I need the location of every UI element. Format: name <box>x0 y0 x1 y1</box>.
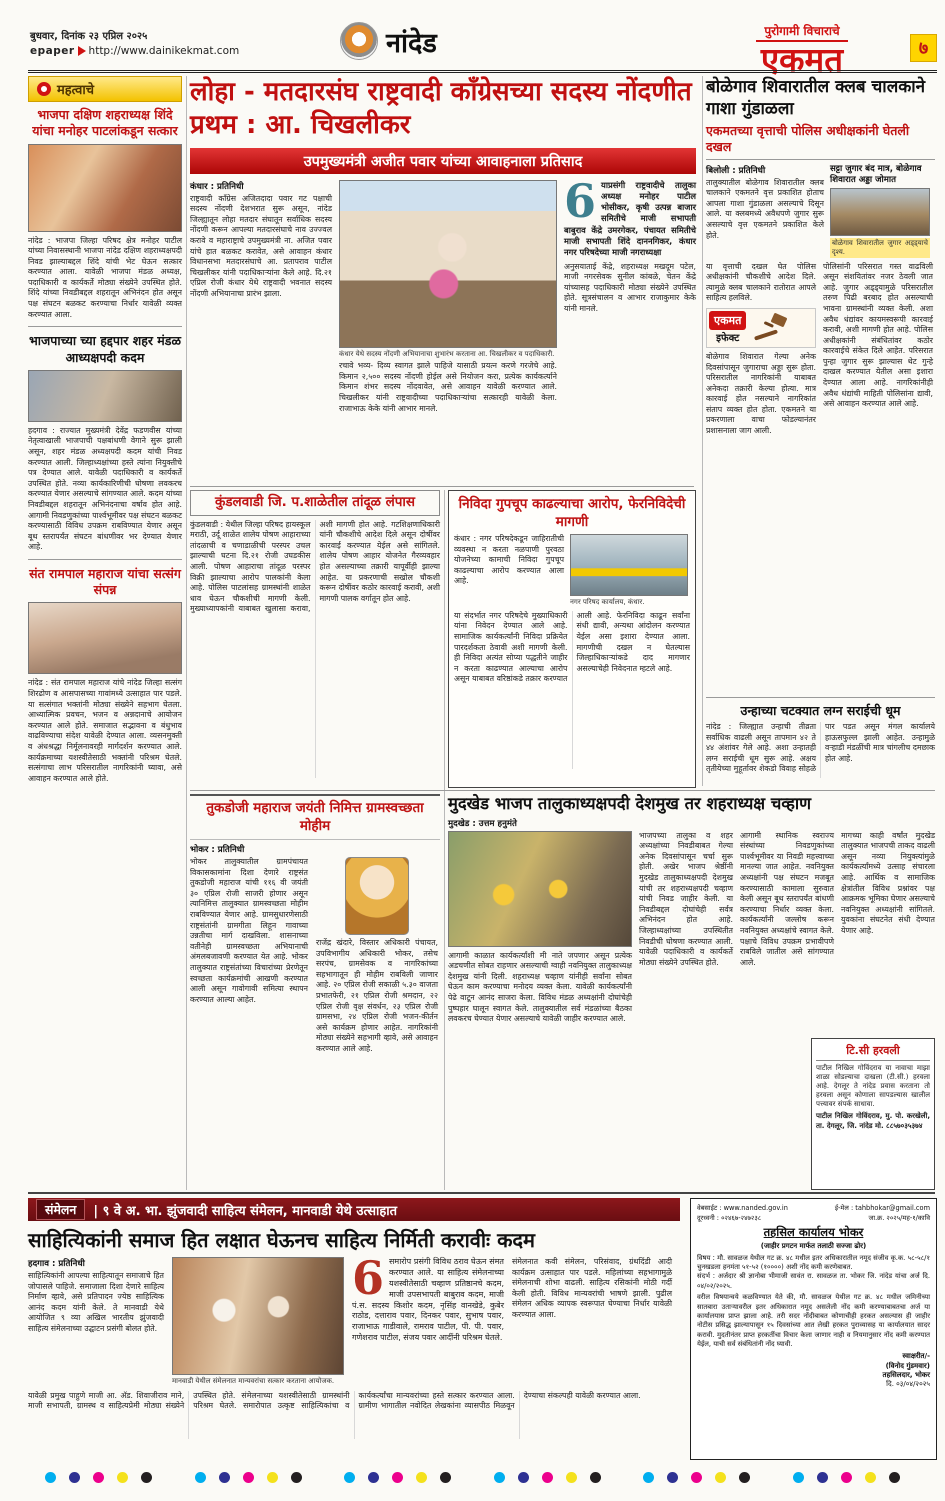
tahsil-website: वेबसाईट : www.nanded.gov.in <box>697 1204 788 1212</box>
article-body-2: या संदर्भात नगर परिषदेचे मुख्याधिकारी यांना निवेदन देण्यात आले आहे. सामाजिक कार्यकर्त्यांनी निविदा प्रक्रियेत पारदर्शकता ठेवावी अशी मागणी केली. ही निविदा अत्यंत सोप्या पद्धतीने जाहीर न करता काढण्यात आल्याचा आरोप असून याबाबत वरिष्ठांकडे तक्रार करण्यात आली आहे. फेरनिविदा काढून सर्वांना संधी द्यावी, अन्यथा आंदोलन करण्यात येईल असा इशारा देण्यात आला. मागणीची दखल न घेतल्यास जिल्हाधिकाऱ्यांकडे दाद मागणार असल्याचेही निवेदनात म्हटले आहे. <box>454 610 690 684</box>
tahsil-reference: संदर्भ : अर्जदार श्री ज्ञानोबा भीमाजी सावंत रा. सावळज ता. भोकर जि. नांदेड यांचा अर्ज दि. ०४/०२/२०२५. <box>697 1272 930 1290</box>
tahsil-sign-line-2: (विनोद गुंडमवार) <box>885 1361 930 1370</box>
divider <box>28 326 182 327</box>
notice-contact: पाटील निखिल गोविंदराव, मु. पो. करखेली, ता. देगलूर, जि. नांदेड मो. ८८५७०३५३७४ <box>816 1112 930 1130</box>
article-headline: साहित्यिकांनी समाज हित लक्षात घेऊनच साहित्य निर्मिती करावीः कदम <box>28 1228 536 1252</box>
city-emblem-icon <box>340 22 378 60</box>
article-headline: कुंडलवाडी जि. प.शाळेतील तांदूळ लंपास <box>190 490 440 516</box>
article-headline: उन्हाच्या चटक्यात लग्न सराईची धूम <box>740 703 901 718</box>
article-body-1: साहित्यिकांनी आपल्या साहित्यातून समाजाचे हित जोपासले पाहिजे. समाजाला दिशा देणारे साहित्य निर्माण व्हावे, असे प्रतिपादन ज्येष्ठ साहित्यिक आनंद कदम यांनी केले. ते मानवाडी येथे आयोजित ९ व्या अखिल भारतीय झुंजवादी साहित्य संमेलनाच्या उद्घाटन प्रसंगी बोलत होते. <box>28 1271 164 1333</box>
tahsil-signature-block <box>697 1352 930 1388</box>
sammelan-col-1 <box>28 1257 164 1386</box>
brand-tagline: पुरोगामी विचाराचे <box>756 22 847 42</box>
lead-col-photo <box>339 180 557 415</box>
page-number: ७ <box>910 34 937 62</box>
article-headline: भाजपा दक्षिण शहराध्यक्ष शिंदे यांचा मनोहर पाटलांकडून सत्कार <box>32 107 178 139</box>
section-divider <box>190 486 694 487</box>
article-unhachya <box>706 702 935 786</box>
article-body-2: पोलिसांनी परिसरात गस्त वाढविली असून संशयितांवर नजर ठेवली जात आहे. जुगार अड्ड्यामुळे परिसरातील तरुण पिढी बरबाद होत असल्याची भावना ग्रामस्थांनी व्यक्त केली. अशा अवैध धंद्यांवर कायमस्वरूपी कारवाई करावी, अशी मागणी होत आहे. पोलिस अधीक्षकांनी संबंधितांवर कठोर कारवाईचे संकेत दिले आहेत. परिसरात पुन्हा जुगार सुरू झाल्यास थेट गुन्हे दाखल करण्यात येतील असा इशारा देण्यात आला आहे. नागरिकांनीही अवैध धंद्यांची माहिती पोलिसांना द्यावी, असे आवाहन करण्यात आले आहे. <box>823 261 933 409</box>
tukdoji-body-row <box>190 857 440 1055</box>
article-sammelan <box>28 1198 680 1460</box>
epaper-line <box>30 45 239 57</box>
important-badge-icon <box>37 82 51 96</box>
section-divider <box>28 1192 935 1194</box>
bolegaon-col-1 <box>706 164 824 258</box>
photo-municipal-office <box>570 534 688 596</box>
article-headline: तुकडोजी महाराज जयंती निमित्त ग्रामस्वच्छता मोहीम <box>190 794 440 840</box>
important-section-tab <box>28 76 182 102</box>
left-column <box>28 76 182 1190</box>
tahsil-sign-line-3: तहसिलदार, भोकर <box>882 1370 930 1379</box>
article-headline: निविदा गुपचूप काढल्याचा आरोप, फेरनिविदेची मागणी <box>458 496 686 530</box>
article-kundalwadi <box>190 490 440 788</box>
mudkhed-col-photo <box>448 831 632 1025</box>
bolegaon-photo-col <box>830 164 930 258</box>
epaper-url-link[interactable]: http://www.dainikekmat.com <box>88 45 240 57</box>
ekmat-effect-badge <box>706 308 816 348</box>
important-section-label: महत्वाचे <box>57 83 94 98</box>
lead-body-mid: रचावे भव्य- दिव्य स्वागत झाले पाहिजे यासाठी प्रयत्न करणे गरजेचे आहे. किमान २,५०० सदस्य नोंदणी होईल असे नियोजन करा, प्रत्येक कार्यकर्त्याने किमान शंभर सदस्य नोंदवावेत, असे आवाहन यावेळी करण्यात आले. चिखलीकर यांनी राष्ट्रवादीच्या पदाधिकाऱ्यांचा सत्कारही यावेळी केला. राजाभाऊ केके यांनी आभार मानले. <box>339 361 557 413</box>
article-nivida <box>448 490 696 788</box>
bolegaon-bottom-row <box>706 262 935 437</box>
quote-mark: 6 <box>564 173 597 228</box>
sammelan-banner <box>28 1198 680 1221</box>
print-registration-marks <box>45 1472 900 1483</box>
article-headline: संत रामपाल महाराज यांचा सत्संग संपन्न <box>29 565 181 598</box>
article-body: नांदेड : भाजपा जिल्हा परिषद क्षेत्र मनोहर पाटील यांच्या निवासस्थानी भाजपा नांदेड दक्षिण शहराध्यक्षपदी निवड झाल्याबद्दल शिंदे यांची भेट घेऊन सत्कार करण्यात आला. यावेळी भाजपा मंडळ अध्यक्ष, पदाधिकारी व कार्यकर्ते मोठ्या संख्येने उपस्थित होते. शिंदे यांच्या निवडीबद्दल शहरातून अभिनंदन होत असून पक्ष संघटन बळकट करण्याचा निर्धार यावेळी व्यक्त करण्यात आला. <box>28 235 182 319</box>
notice-tc-lost <box>811 1038 935 1190</box>
lead-body-1: राष्ट्रवादी काँग्रेस अजितदादा पवार गट पक्षाची सदस्य नोंदणी देशभरात सुरू असून, नांदेड जिल्ह्यातून लोहा मतदार संघातून सर्वाधिक सदस्य नोंदणी करून आपल्या मतदारसंघाचे नाव उज्ज्वल करावे व महाराष्ट्राचे उपमुख्यमंत्री ना. अजित पवार यांचे हात बळकट करावेत, असे आवाहन कंधार विधानसभा मतदारसंघाचे आ. प्रतापराव पाटील चिखलीकर यांनी पदाधिकाऱ्यांना केले आहे. दि.२१ एप्रिल रोजी कंधार येथे राष्ट्रवादी भवनात सदस्य नोंदणी अभियानाचा प्रारंभ झाला. <box>190 193 332 298</box>
tahsil-ref-number: जा.क्र. २०२५/मह-१/कावि <box>868 1214 930 1223</box>
article-satkar <box>28 107 182 320</box>
tahsil-title: तहसिल कार्यालय भोकर <box>763 1225 864 1240</box>
tahsil-ref-row <box>697 1214 930 1223</box>
article-body: नांदेड : जिल्ह्यात उन्हाची तीव्रता सर्वाधिक वाढली असून तापमान ४२ ते ४४ अंशांवर गेले आहे. अशा उन्हातही लग्न सराईची धूम सुरू आहे. अक्षय तृतीयेच्या मुहूर्तावर शेकडो विवाह सोहळे पार पडत असून मंगल कार्यालये हाऊसफुल्ल झाली आहेत. उन्हामुळे वऱ्हाडी मंडळींची मात्र चांगलीच दमछाक होत आहे. <box>706 722 935 774</box>
article-body-2: राजेंद्र खंदारे, विस्तार अधिकारी पंचायत, उपविभागीय अधिकारी भोकर, तसेच सरपंच, ग्रामसेवक व नागरिकांच्या सहभागातून ही मोहीम राबविली जाणार आहे. २० एप्रिल रोजी सकाळी ५.३० वाजता प्रभातफेरी, २१ एप्रिल रोजी श्रमदान, २२ एप्रिल रोजी वृक्ष संवर्धन, २३ एप्रिल रोजी ग्रामसभा, २४ एप्रिल रोजी भजन-कीर्तन असे कार्यक्रम होणार आहेत. नागरिकांनी मोठ्या संख्येने सहभागी व्हावे, असे आवाहन करण्यात आले आहे. <box>316 938 438 1054</box>
sammelan-photo-col <box>172 1257 344 1386</box>
lead-quote-bold: याप्रसंगी राष्ट्रवादीचे तालुका अध्यक्ष मनोहर पाटील भोसीकर, कृषी उत्पन्न बाजार समितीचे माजी सभापती बाबुराव केंद्रे उमरगेकर, पंचायत समितीचे माजी सभापती शिंदे दाननगिकर, कंधार नगर परिषदेच्या माजी नगराध्यक्षा <box>564 179 696 258</box>
column-divider <box>186 76 187 1190</box>
photo-sahitya-sammelan <box>172 1257 344 1375</box>
nivida-photo-col <box>570 534 688 607</box>
city-masthead <box>340 22 437 60</box>
edition-date: बुधवार, दिनांक २३ एप्रिल २०२५ <box>30 31 148 42</box>
lead-quote-rest: अनुसयाताई केंद्रे, शहराध्यक्ष मखदूम पटेल, माजी नगरसेवक सुनील कांबळे, चेतन केंद्रे यांच्यासह पदाधिकारी मोठ्या संख्येने उपस्थित होते. सूत्रसंचालन व आभार राजाकुमार केके यांनी मानले. <box>564 261 696 313</box>
quote-mark: 6 <box>352 1251 385 1305</box>
article-headline: भाजपाच्या च्या हद्दपार शहर मंडळ आध्यक्षपदी कदम <box>29 333 181 365</box>
bolegaon-top-row <box>706 164 935 258</box>
masthead-rule <box>28 70 937 73</box>
article-body-1a: तालुक्यातील बोळेगाव शिवारातील क्लब चालकाने एकमतने वृत्त प्रकाशित होताच आपला गाशा गुंडाळला असल्याचे दिसून आले. या क्लबमध्ये अवैधपणे जुगार सुरू असल्याचे वृत्त एकमतने प्रकाशित केले होते. <box>706 177 824 240</box>
notice-tahsil-bhokar <box>690 1198 937 1460</box>
tahsil-subtitle: (जाहीर प्रगटन मार्फत तलाठी सज्जा ढोर) <box>760 1242 867 1251</box>
article-byline: बिलोली : प्रतिनिधी <box>706 165 766 176</box>
article-body-1: कंधार : नगर परिषदेकडून जाहिरातीची व्यवस्था न करता नळपाणी पुरवठा योजनेच्या कामाची निविदा गुपचूप काढल्याचा आरोप करण्यात आला आहे. <box>454 534 564 586</box>
article-byline: भोकर : प्रतिनिधी <box>190 845 245 856</box>
article-headline: मुदखेड भाजप तालुकाध्यक्षपदी देशमुख तर शहराध्यक्ष चव्हाण <box>448 794 812 813</box>
sammelan-body-row <box>28 1251 680 1386</box>
epaper-label: epaper <box>30 45 75 57</box>
section-divider <box>706 697 935 698</box>
article-byline: मुदखेड : उत्तम हनुमंते <box>448 818 517 829</box>
divider <box>28 559 182 560</box>
article-headline: बोळेगाव शिवारातील क्लब चालकाने गाशा गुंडाळला <box>706 77 926 120</box>
gavel-icon <box>750 311 792 345</box>
photo-caption: बोळेगाव शिवारातील जुगार अड्ड्याचे दृश्य. <box>832 239 928 256</box>
tahsil-sign-date: दि. ०३/०४/२०२५ <box>886 1379 930 1388</box>
lead-article <box>190 76 696 414</box>
article-body-4: मागच्या काही वर्षांत मुदखेड तालुक्यात भाजपची ताकद वाढली असून नव्या नियुक्त्यांमुळे कार्यकर्त्यांमध्ये उत्साह संचारला आहे. आर्थिक व सामाजिक क्षेत्रांतील विविध प्रश्नांवर पक्ष आक्रमक भूमिका घेणार असल्याचे नवनियुक्त अध्यक्षांनी सांगितले. युवकांना संघटनेत संधी देण्यात येणार आहे. <box>841 830 935 935</box>
photo-gambling-den <box>830 188 930 236</box>
article-bolegaon <box>706 76 935 694</box>
article-byline: हदगाव : प्रतिनिधी <box>28 1259 85 1269</box>
bolegaon-col-a <box>706 262 816 437</box>
photo-membership-drive <box>339 180 557 348</box>
article-body-1: भोकर तालुक्यातील ग्रामपंचायत विकासकामांना दिशा देणारे राष्ट्रसंत तुकडोजी महाराज यांची ११६ वी जयंती ३० एप्रिल रोजी साजरी होणार असून त्यानिमित्त तालुक्यात ग्रामस्वच्छता मोहीम राबविण्यात येणार आहे. ग्रामसुधारणेसाठी राष्ट्रसंतांनी ग्रामगीता लिहून गावाच्या उन्नतीचा मार्ग दाखविला. शासनाच्या वतीनेही ग्रामस्वच्छता अभियानाची अंमलबजावणी करण्यात येत आहे. भोकर तालुक्यात राष्ट्रसंतांच्या विचारांच्या प्रेरणेतून स्वच्छता कार्यक्रमांची आखणी करण्यात आली असून गावोगावी समित्या स्थापन करण्यात आल्या आहेत. <box>190 857 308 1004</box>
photo-bjp-felicitation <box>448 831 632 947</box>
lead-col-1 <box>190 180 332 415</box>
lead-col-quote <box>564 173 696 415</box>
article-mini-headline: सट्टा जुगार बंद मात्र, बोळेगाव शिवारात अड्डा जोमात <box>830 163 922 185</box>
lead-subheadline: उपमुख्यमंत्री अजीत पवार यांच्या आवाहनाला प्रतिसाद <box>190 148 696 174</box>
article-body-3: यावेळी प्रमुख पाहुणे माजी आ. अ‍ॅड. शिवाजीराव माने, माजी सभापती, ग्रामस्थ व साहित्यप्रेमी मोठ्या संख्येने उपस्थित होते. संमेलनाच्या यशस्वीतेसाठी ग्रामस्थांनी परिश्रम घेतले. समारोपात उत्कृष्ट साहित्यिकांचा व कार्यकर्त्यांचा मान्यवरांच्या हस्ते सत्कार करण्यात आला. ग्रामीण भागातील नवोदित लेखकांना व्यासपीठ मिळवून देण्याचा संकल्पही यावेळी करण्यात आला. <box>28 1390 641 1411</box>
sammelan-tag: संमेलन <box>36 1199 85 1220</box>
article-body-1b: या वृत्ताची दखल घेत पोलिस अधीक्षकांनी चौकशीचे आदेश दिले. त्यामुळे क्लब चालकाने रातोरात आपले साहित्य हलविले. <box>706 261 816 303</box>
city-name: नांदेड <box>386 27 437 59</box>
article-tukdoji <box>190 794 440 1190</box>
article-mandal-adhyaksha <box>28 333 182 553</box>
sammelan-col-quote <box>352 1251 504 1386</box>
article-satsang <box>28 566 182 784</box>
photo-tukdoji-portrait <box>345 857 409 935</box>
photo-satkar-group <box>28 144 182 232</box>
tahsil-contact-row <box>697 1204 930 1213</box>
photo-satsang-crowd <box>28 602 182 674</box>
lead-photo-caption: कंधार येथे सदस्य नोंदणी अभियानाचा शुभारंभ करताना आ. चिखलीकर व पदाधिकारी. <box>339 349 555 358</box>
lead-article-body-row <box>190 173 696 415</box>
column-divider <box>444 490 445 1190</box>
photo-caption: नगर परिषद कार्यालय, कंधार. <box>570 598 645 607</box>
notice-heading: टि.सी हरवली <box>816 1043 930 1061</box>
article-body-3: आगामी स्थानिक स्वराज्य संस्थांच्या निवडणुकांच्या पार्श्वभूमीवर या निवडी महत्त्वाच्या मानल्या जात आहेत. नवनियुक्त अध्यक्षांनी पक्ष संघटन मजबूत करण्यासाठी कामाला सुरुवात केली असून बूथ स्तरापर्यंत बांधणी करण्याचा निर्धार व्यक्त केला. कार्यकर्त्यांनी जल्लोष करून नवनियुक्त अध्यक्षांचे स्वागत केले. पक्षाचे विविध उपक्रम प्रभावीपणे राबविले जातील असे सांगण्यात आले. <box>740 830 834 967</box>
notice-body: पाटील निखिल गोविंदराव या नावाचा माझा शाळा सोडल्याचा दाखला (टी.सी.) हरवला आहे. देगलूर ते नांदेड प्रवास करताना तो हरवला असून कोणाला सापडल्यास खालील पत्त्यावर संपर्क साधावा. <box>816 1064 930 1109</box>
article-quote: समारोप प्रसंगी विविध ठराव घेऊन संमत करण्यात आले. या साहित्य संमेलनाच्या यशस्वीतेसाठी चव्हाण प्रतिष्ठानचे कदम, माजी उपसभापती बाबुराव कदम, माजी पं.स. सदस्य किशोर कदम, नृसिंह वानखेडे, कुबेर राठोड, दत्ताराव पवार, दिनकर पवार, सुभाष पवार, राजाभाऊ गाडीवाले, रामराव पाटील, पी. पी. पवार, गणेशराव पाटील, संजय पवार आदींनी परिश्रम घेतले. <box>352 1257 504 1343</box>
photo-mandal-group <box>28 370 182 422</box>
article-mudkhed <box>448 794 935 1190</box>
ekmat-effect-brand: एकमत <box>709 311 746 330</box>
column-divider <box>702 76 703 786</box>
article-body-2: भाजपच्या तालुका व शहर अध्यक्षांच्या निवडीबाबत गेल्या अनेक दिवसांपासून चर्चा सुरू होती. अखेर भाजप श्रेष्ठींनी मुदखेड तालुकाध्यक्षपदी देशमुख यांची तर शहराध्यक्षपदी चव्हाण यांची निवड जाहीर केली. या निवडीबद्दल दोघांचेही सर्वत्र अभिनंदन होत आहे. जिल्हाध्यक्षांच्या उपस्थितीत निवडीची घोषणा करण्यात आली. यावेळी पदाधिकारी व कार्यकर्ते मोठ्या संख्येने उपस्थित होते. <box>639 830 733 967</box>
lead-byline: कंधार : प्रतिनिधी <box>190 181 244 192</box>
epaper-arrow-icon <box>78 46 86 56</box>
article-body: कुंडलवाडी : येथील जिल्हा परिषद हायस्कूल मराठी, उर्दू शाळेत शालेय पोषण आहाराच्या तांदळाची व चणाडाळीची परस्पर उचल झाल्याची घटना दि.२१ रोजी उघडकीस आली. पोषण आहाराचा तांदूळ परस्पर विक्री झाल्याचा आरोप पालकांनी केला आहे. पोलिस पाटलांसह ग्रामस्थांनी शाळेत धाव घेऊन चौकशीची मागणी केली. मुख्याध्यापकांनी याबाबत खुलासा करावा, अशी मागणी होत आहे. गटशिक्षणाधिकारी यांनी चौकशीचे आदेश दिले असून दोषींवर कारवाई करण्यात येईल असे सांगितले. शालेय पोषण आहार योजनेत गैरव्यवहार होत असल्याच्या तक्रारी यापूर्वीही झाल्या आहेत. या प्रकरणाची सखोल चौकशी करून दोषींवर कठोर कारवाई करावी, अशी मागणी पालक वर्गातून होत आहे. <box>190 519 440 614</box>
tahsil-subject: विषय : मौ. सावळज येथील गट क्र. ४८ मधील इतर अधिकारातील नमूद संजीव कृ.क. ५८-५८/१ चुनखडला हनमंता ५१-५२ (१००००) अशी नोंद कमी करणेबाबत. <box>697 1253 930 1272</box>
lead-headline: लोहा - मतदारसंघ राष्ट्रवादी काँग्रेसच्या सदस्य नोंदणीत प्रथम : आ. चिखलीकर <box>190 77 692 141</box>
article-body-1: आगामी काळात कार्यकर्त्यांशी मी नाते जपणार असून प्रत्येक अडचणीत सोबत राहणार असल्याची ग्वाही नवनियुक्त तालुकाध्यक्ष देशमुख यांनी दिली. शहराध्यक्ष चव्हाण यांनीही सर्वांना सोबत घेऊन काम करण्याचा मनोदय व्यक्त केला. यावेळी कार्यकर्त्यांनी पेढे वाटून आनंद साजरा केला. विविध मंडळ अध्यक्षांनी दोघांचेही पुष्पहार घालून स्वागत केले. तालुक्यातील सर्व मंडळांच्या बैठका लवकरच घेण्यात येणार असल्याचे यावेळी जाहीर करण्यात आले. <box>448 950 632 1024</box>
nivida-top-row <box>454 534 690 607</box>
ekmat-effect-label: इफेक्ट <box>716 333 740 345</box>
photo-caption: मानवाडी येथील संमेलनात मान्यवरांचा सत्कार करताना आयोजक. <box>172 1377 335 1385</box>
tahsil-body: वरील विषयान्वये कळविण्यात येते की, मौ. सावळज येथील गट क्र. ४८ मधील जमिनीच्या सातबारा उताऱ्यावरील इतर अधिकारात नमूद असलेली नोंद कमी करण्याबाबतचा अर्ज या कार्यालयास प्राप्त झाला आहे. तरी सदर नोंदीबाबत कोणाचीही हरकत असल्यास ही जाहीर नोटीस प्रसिद्ध झाल्यापासून १५ दिवसांच्या आत लेखी हरकत पुराव्यासह या कार्यालयात सादर करावी. मुदतीनंतर प्राप्त हरकतींचा विचार केला जाणार नाही व नियमानुसार नोंद कमी करण्यात येईल, याची सर्व संबंधितांनी नोंद घ्यावी. <box>697 1293 930 1349</box>
article-subheadline: एकमतच्या वृत्ताची पोलिस अधीक्षकांनी घेतली दखल <box>706 123 935 160</box>
mudkhed-body-row <box>448 831 935 1025</box>
sammelan-banner-text: | ९ वे अ. भा. झुंजवादी साहित्य संमेलन, मानवाडी येथे उत्साहात <box>93 1203 398 1219</box>
article-body-1c: बोळेगाव शिवारात गेल्या अनेक दिवसांपासून जुगाराचा अड्डा सुरू होता. परिसरातील नागरिकांनी याबाबत अनेकदा तक्रारी केल्या होत्या. मात्र कारवाई होत नसल्याने नागरिकांत संताप व्यक्त होत होता. एकमतने या प्रकरणाला वाचा फोडल्यानंतर प्रशासनाला जाग आली. <box>706 351 816 436</box>
article-body: नांदेड : संत रामपाल महाराज यांचे नांदेड जिल्हा सत्संग शिरढोण व आसपासच्या गावांमध्ये उत्साहात पार पडले. या सत्संगात भक्तांनी मोठ्या संख्येने सहभाग घेतला. आध्यात्मिक प्रवचन, भजन व अन्नदानाचे आयोजन करण्यात आले होते. समाजात सद्भावना व बंधुभाव वाढविण्याचा संदेश यावेळी देण्यात आला. व्यसनमुक्ती व अंधश्रद्धा निर्मूलनावरही मार्गदर्शन करण्यात आले. कार्यक्रमाच्या यशस्वीतेसाठी भक्तांनी परिश्रम घेतले. सत्संगाचा लाभ परिसरातील नागरिकांनी घ्यावा, असे आवाहन करण्यात आले होते. <box>28 678 182 783</box>
article-body-2: संमेलनात कवी संमेलन, परिसंवाद, ग्रंथदिंडी आदी कार्यक्रम उत्साहात पार पडले. महिलांच्या सहभागामुळे संमेलनाची शोभा वाढली. साहित्य रसिकांनी मोठी गर्दी केली होती. विविध मान्यवरांची भाषणे झाली. पुढील संमेलन अधिक व्यापक स्वरूपात घेण्याचा निर्धार यावेळी करण्यात आला. <box>512 1257 672 1319</box>
tahsil-email: ई-मेल : tahbhokar@gmail.com <box>834 1204 930 1212</box>
tahsil-phone: दूरध्वनी : ०२४६७-२४७२३८ <box>697 1214 762 1223</box>
section-divider <box>190 790 935 791</box>
article-body: हदगाव : राज्यात मुख्यमंत्री देवेंद्र फडणवीस यांच्या नेतृत्वाखाली भाजपाची पक्षबांधणी वेगाने सुरू झाली असून, शहर मंडळ अध्यक्षपदी कदम यांची निवड करण्यात आली. जिल्हाध्यक्षांच्या हस्ते त्यांना नियुक्तीचे पत्र देण्यात आले. यावेळी पदाधिकारी व कार्यकर्ते उपस्थित होते. नव्या कार्यकारिणीची घोषणा लवकरच करण्यात येणार असल्याचे सांगण्यात आले. कदम यांच्या निवडीबद्दल शहरातून अभिनंदनाचा वर्षाव होत आहे. आगामी निवडणुकांच्या पार्श्वभूमीवर पक्ष संघटन बळकट करण्यासाठी विविध उपक्रम राबविण्यात येणार असून बूथ स्तरापर्यंत संघटन बांधणीवर भर देण्यात येणार आहे. <box>28 425 182 552</box>
tukdoji-col-2 <box>316 857 438 1055</box>
tahsil-sign-line-1: स्वाक्षरीत/- <box>902 1352 930 1361</box>
brand-name: एकमत <box>760 40 844 79</box>
